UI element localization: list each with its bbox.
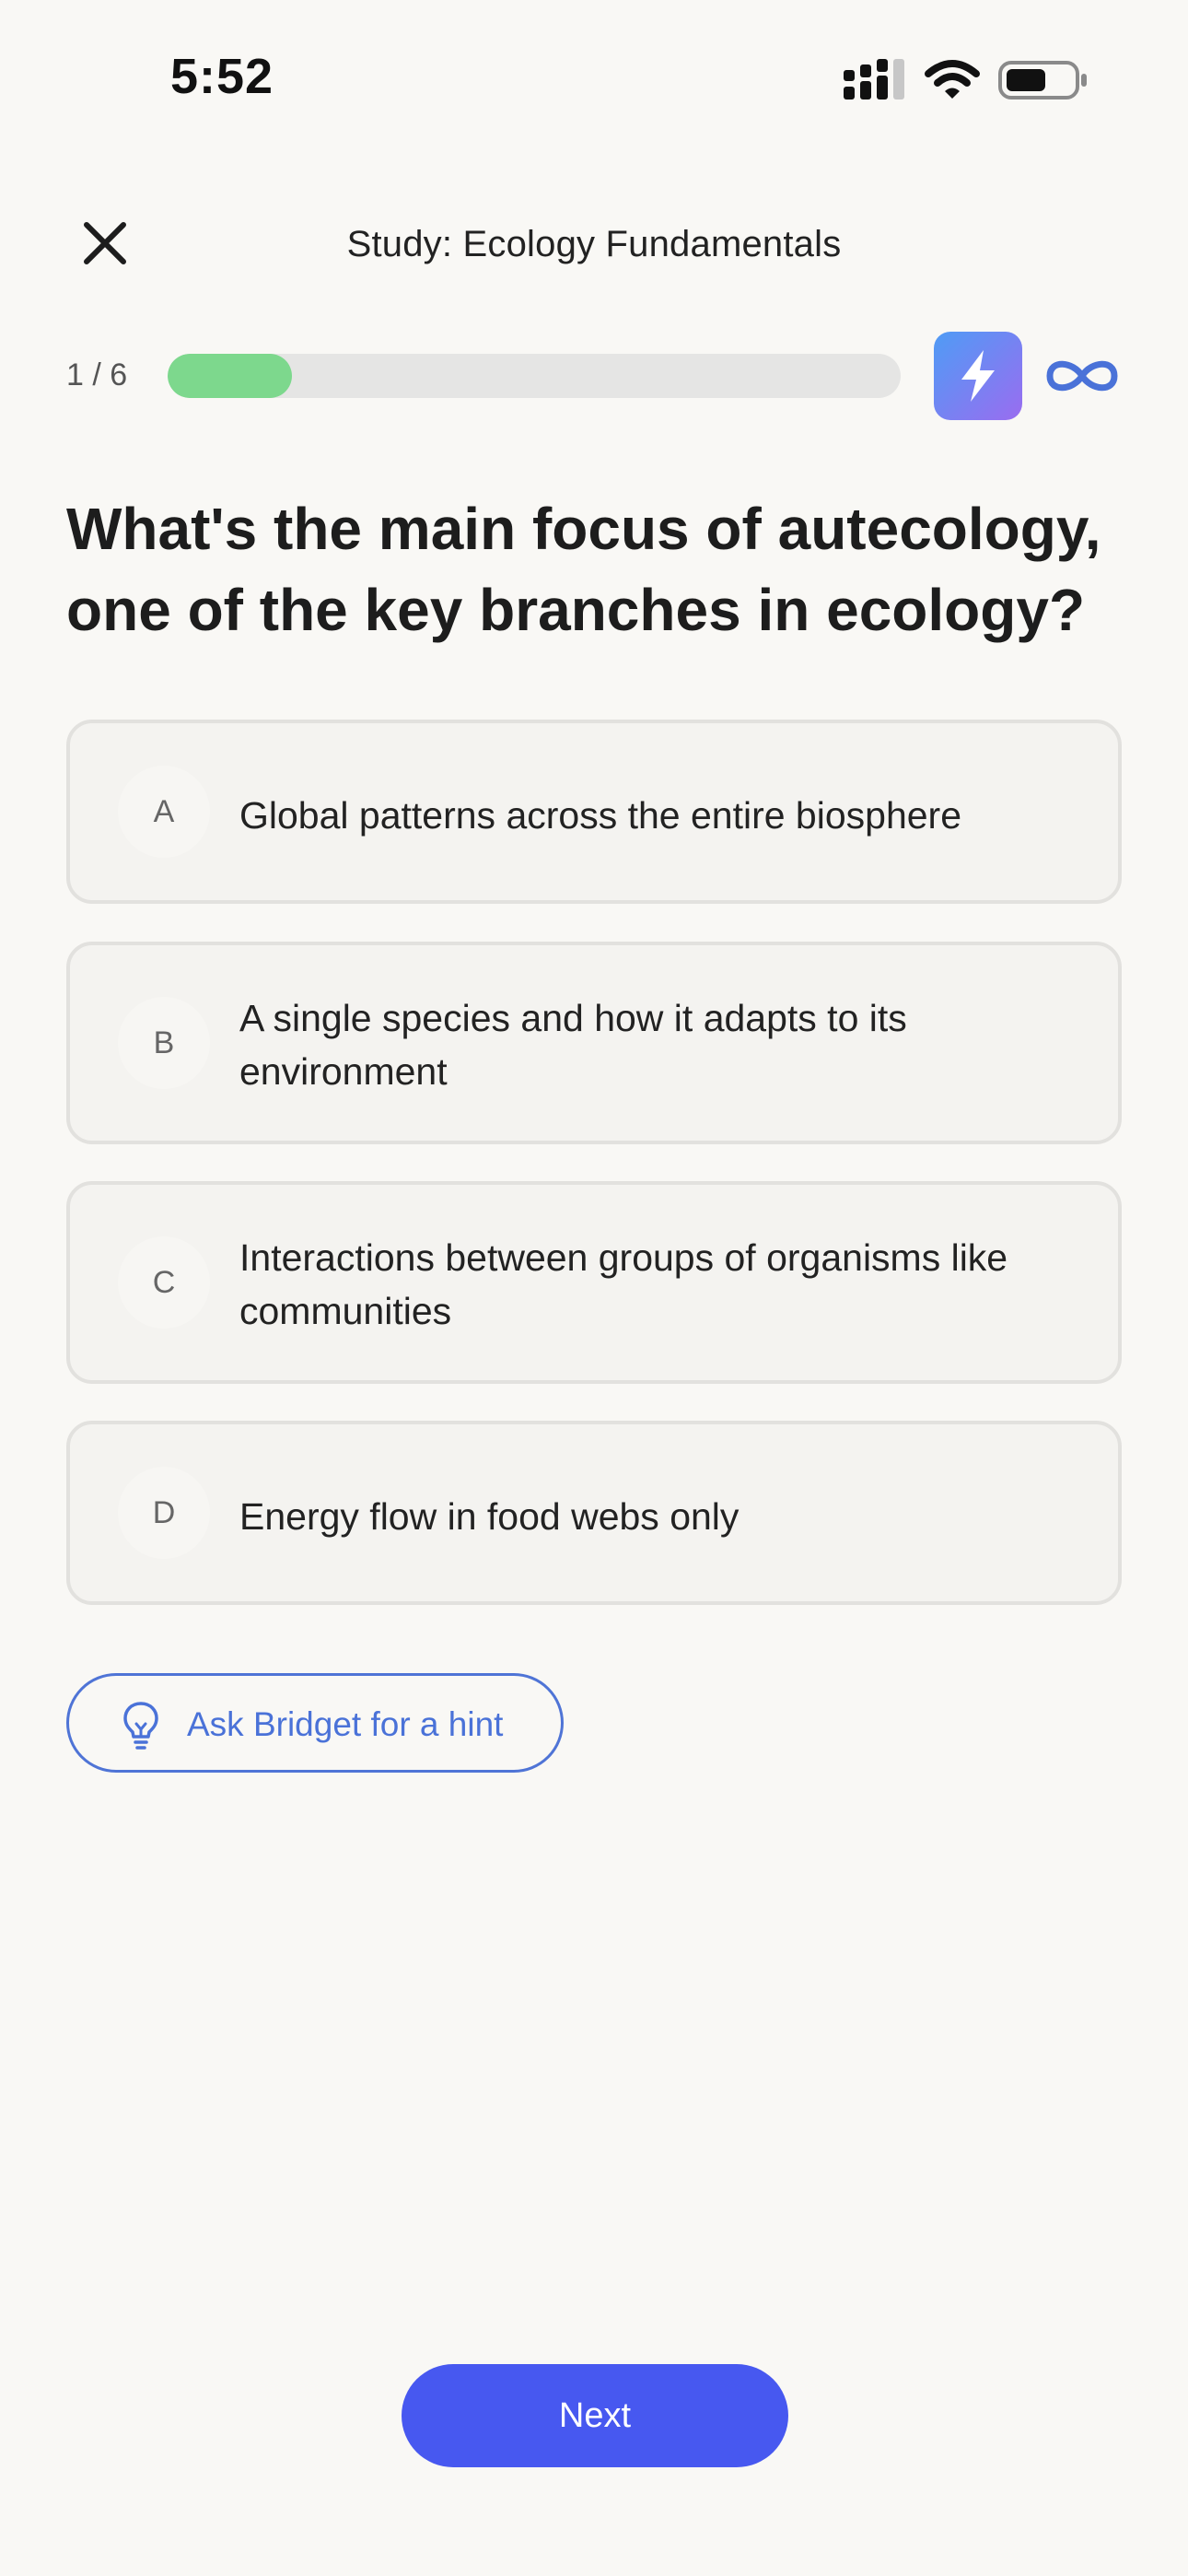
question-text: What's the main focus of autecology, one of the key branches in ecology? bbox=[66, 496, 1101, 643]
status-icons bbox=[840, 57, 1089, 103]
option-text: A single species and how it adapts to its environment bbox=[239, 997, 907, 1093]
lightbulb-icon bbox=[121, 1700, 161, 1751]
next-label: Next bbox=[558, 2395, 632, 2435]
progress-bar bbox=[168, 354, 901, 398]
option-letter: C bbox=[118, 1236, 210, 1329]
battery-icon bbox=[1000, 63, 1087, 98]
page-title: Study: Ecology Fundamentals bbox=[346, 224, 842, 264]
option-text: Interactions between groups of organisms like communities bbox=[239, 1236, 1008, 1332]
option-c[interactable] bbox=[66, 1181, 1122, 1384]
wifi-icon bbox=[928, 64, 976, 99]
option-text: Energy flow in food webs only bbox=[239, 1495, 740, 1538]
status-time: 5:52 bbox=[170, 49, 274, 104]
next-button[interactable] bbox=[402, 2364, 788, 2467]
option-letter: A bbox=[118, 766, 210, 858]
option-text: Global patterns across the entire biosphere bbox=[239, 794, 962, 837]
option-a[interactable] bbox=[66, 720, 1122, 904]
option-b[interactable] bbox=[66, 942, 1122, 1144]
lightning-bolt-icon bbox=[956, 348, 1000, 404]
lightning-bolt-button[interactable] bbox=[934, 332, 1022, 420]
progress-fill bbox=[168, 354, 292, 398]
ask-hint-button[interactable] bbox=[66, 1673, 564, 1773]
hint-label: Ask Bridget for a hint bbox=[187, 1705, 504, 1743]
option-letter: D bbox=[118, 1467, 210, 1559]
option-letter: B bbox=[118, 997, 210, 1089]
progress-count: 1 / 6 bbox=[66, 357, 128, 392]
option-d[interactable] bbox=[66, 1421, 1122, 1605]
infinity-icon bbox=[1042, 350, 1122, 402]
signal-icon bbox=[840, 57, 1089, 103]
